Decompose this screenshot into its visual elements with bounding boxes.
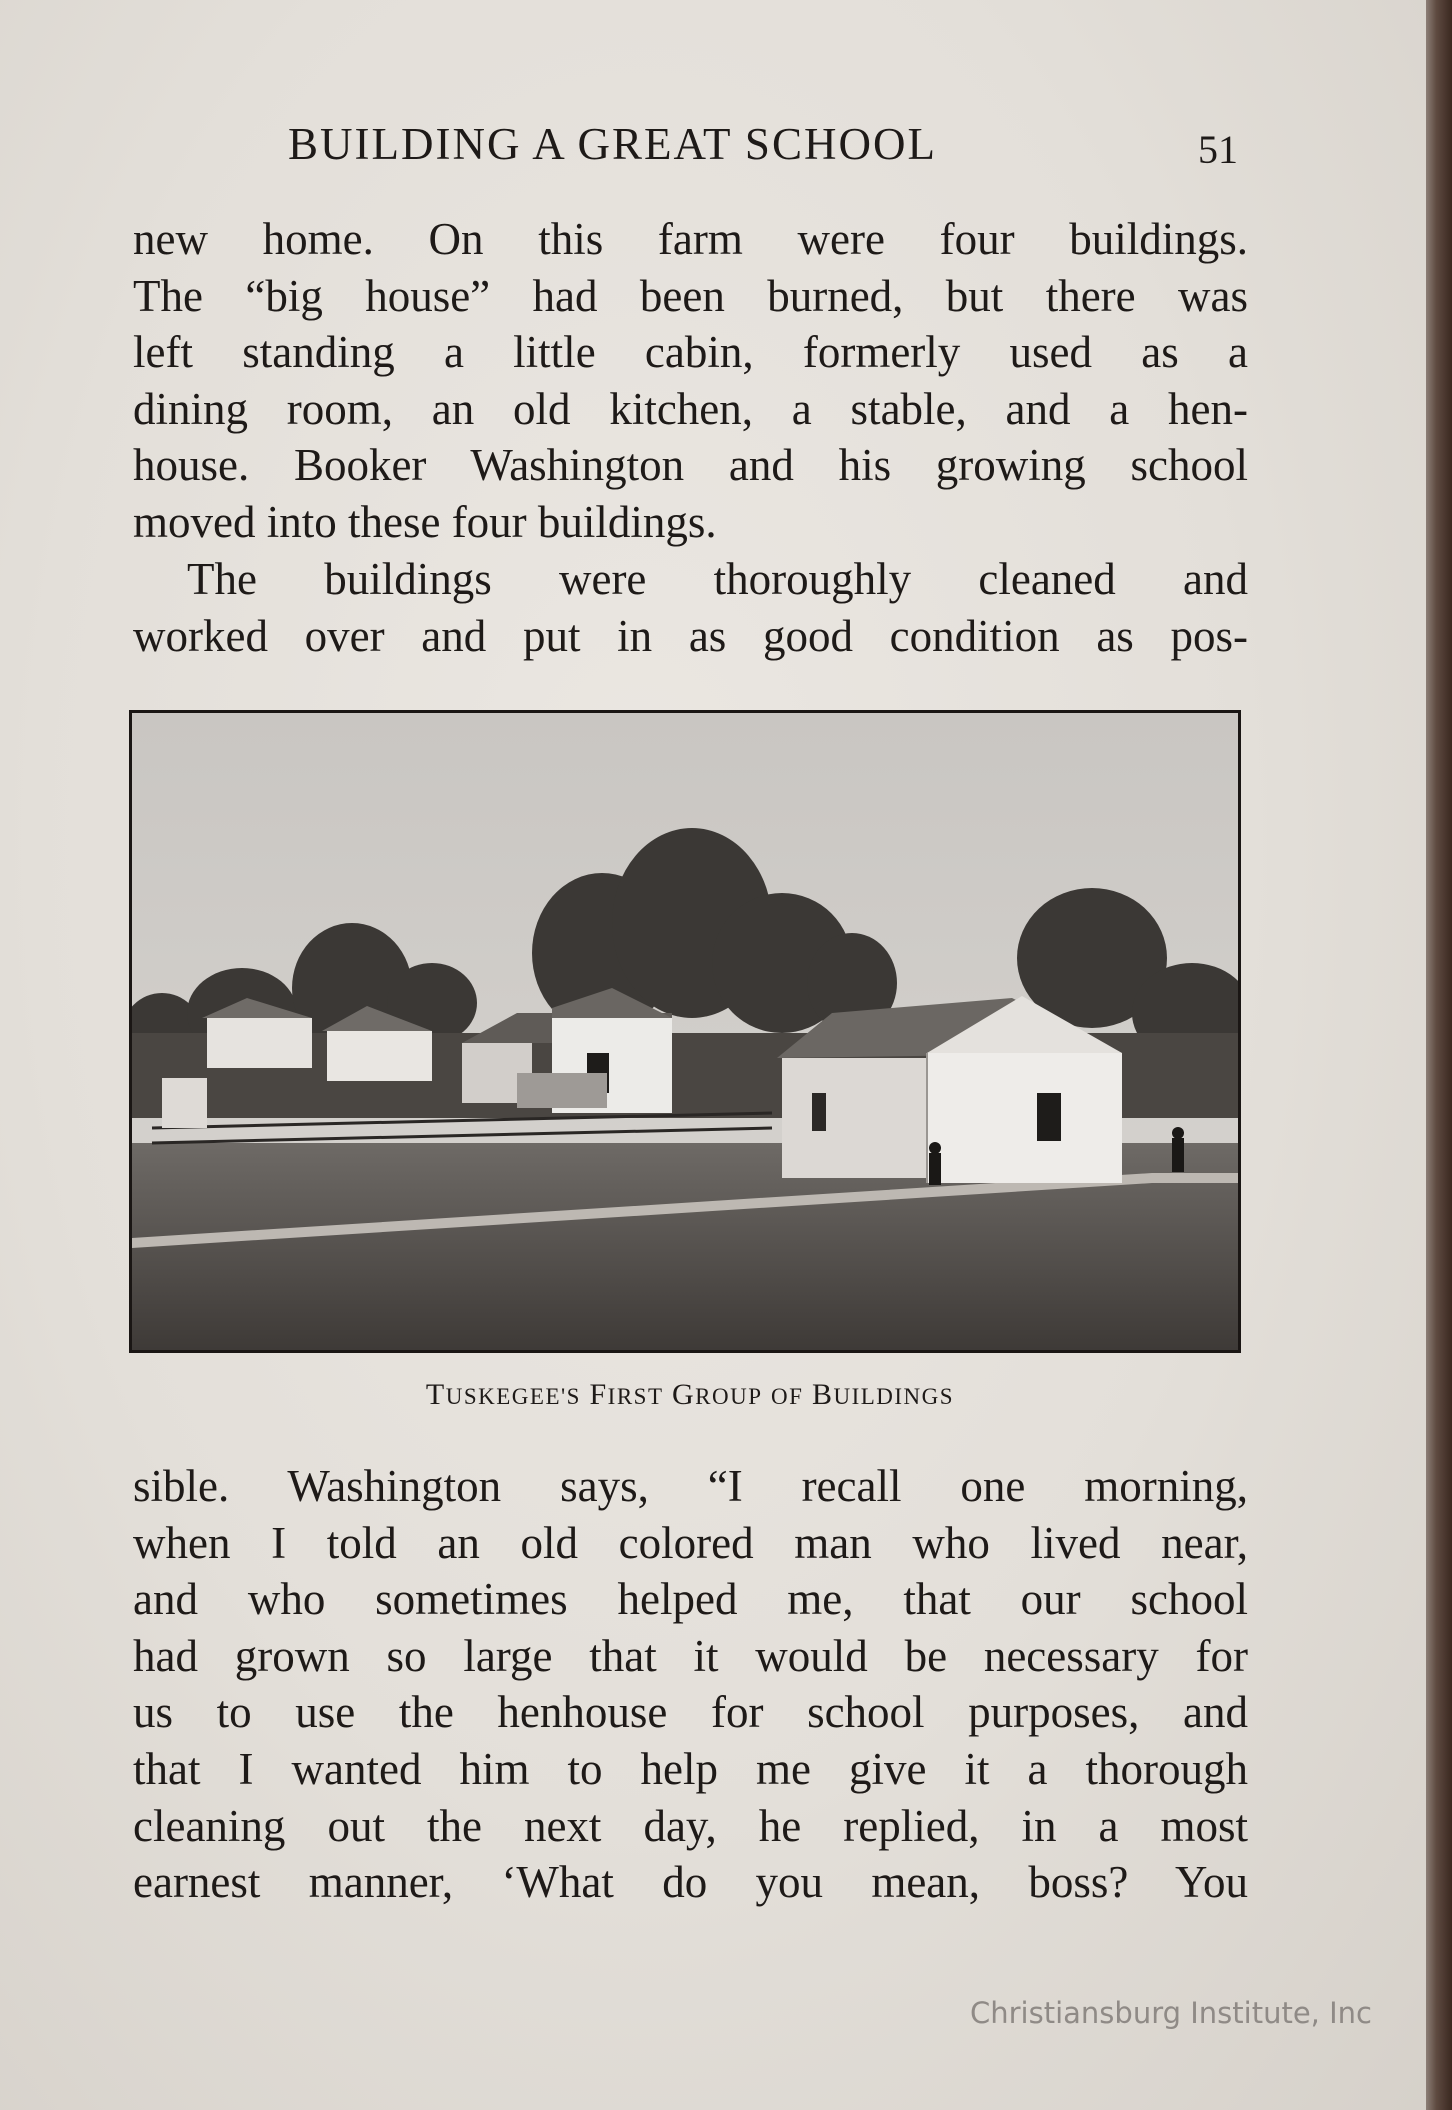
caption-word: UILDINGS bbox=[833, 1384, 955, 1409]
text-line: left standing a little cabin, formerly used as a bbox=[133, 327, 1248, 378]
caption-initial: F bbox=[589, 1378, 608, 1411]
paragraph-top bbox=[133, 211, 1248, 551]
text-line: dining room, an old kitchen, a stable, and a hen- bbox=[133, 383, 1248, 434]
caption-word: USKEGEE'S bbox=[445, 1384, 581, 1409]
text-line: and who sometimes helped me, that our school bbox=[133, 1574, 1248, 1625]
caption-initial: G bbox=[672, 1378, 696, 1411]
caption-initial: T bbox=[425, 1378, 446, 1411]
text-line: had grown so large that it would be necessary for bbox=[133, 1630, 1248, 1681]
running-title: BUILDING A GREAT SCHOOL bbox=[288, 119, 937, 169]
text-line: us to use the henhouse for school purposes, and bbox=[133, 1687, 1248, 1738]
text-line: that I wanted him to help me give it a thorough bbox=[133, 1743, 1248, 1794]
book-spine-edge bbox=[1426, 0, 1452, 2110]
caption-word: ROUP bbox=[695, 1384, 763, 1409]
text-line: The buildings were thoroughly cleaned and bbox=[187, 554, 1248, 604]
page-number: 51 bbox=[1198, 127, 1238, 172]
figure-caption bbox=[0, 1378, 1380, 1412]
text-line: when I told an old colored man who lived near, bbox=[133, 1517, 1248, 1568]
text-line: sible. Washington says, “I recall one morning, bbox=[133, 1461, 1248, 1511]
caption-word: OF bbox=[771, 1384, 804, 1409]
paragraph-bottom bbox=[133, 1458, 1248, 1911]
page-header bbox=[0, 118, 1426, 178]
text-line: new home. On this farm were four buildings. bbox=[133, 214, 1248, 264]
text-line: The “big house” had been burned, but there was bbox=[133, 270, 1248, 321]
text-line: moved into these four buildings. bbox=[133, 496, 717, 547]
text-line: house. Booker Washington and his growing school bbox=[133, 440, 1248, 491]
photograph-illustration bbox=[132, 713, 1238, 1350]
paragraph-second bbox=[133, 551, 1248, 664]
caption-word: IRST bbox=[607, 1384, 664, 1409]
text-line: worked over and put in as good condition as pos- bbox=[133, 610, 1248, 661]
watermark: Christiansburg Institute, Inc bbox=[970, 1996, 1372, 2030]
text-line: earnest manner, ‘What do you mean, boss? You bbox=[133, 1857, 1248, 1908]
photo-tuskegee-buildings bbox=[129, 710, 1241, 1353]
caption-initial: B bbox=[811, 1378, 834, 1411]
text-line: cleaning out the next day, he replied, in a most bbox=[133, 1800, 1248, 1851]
